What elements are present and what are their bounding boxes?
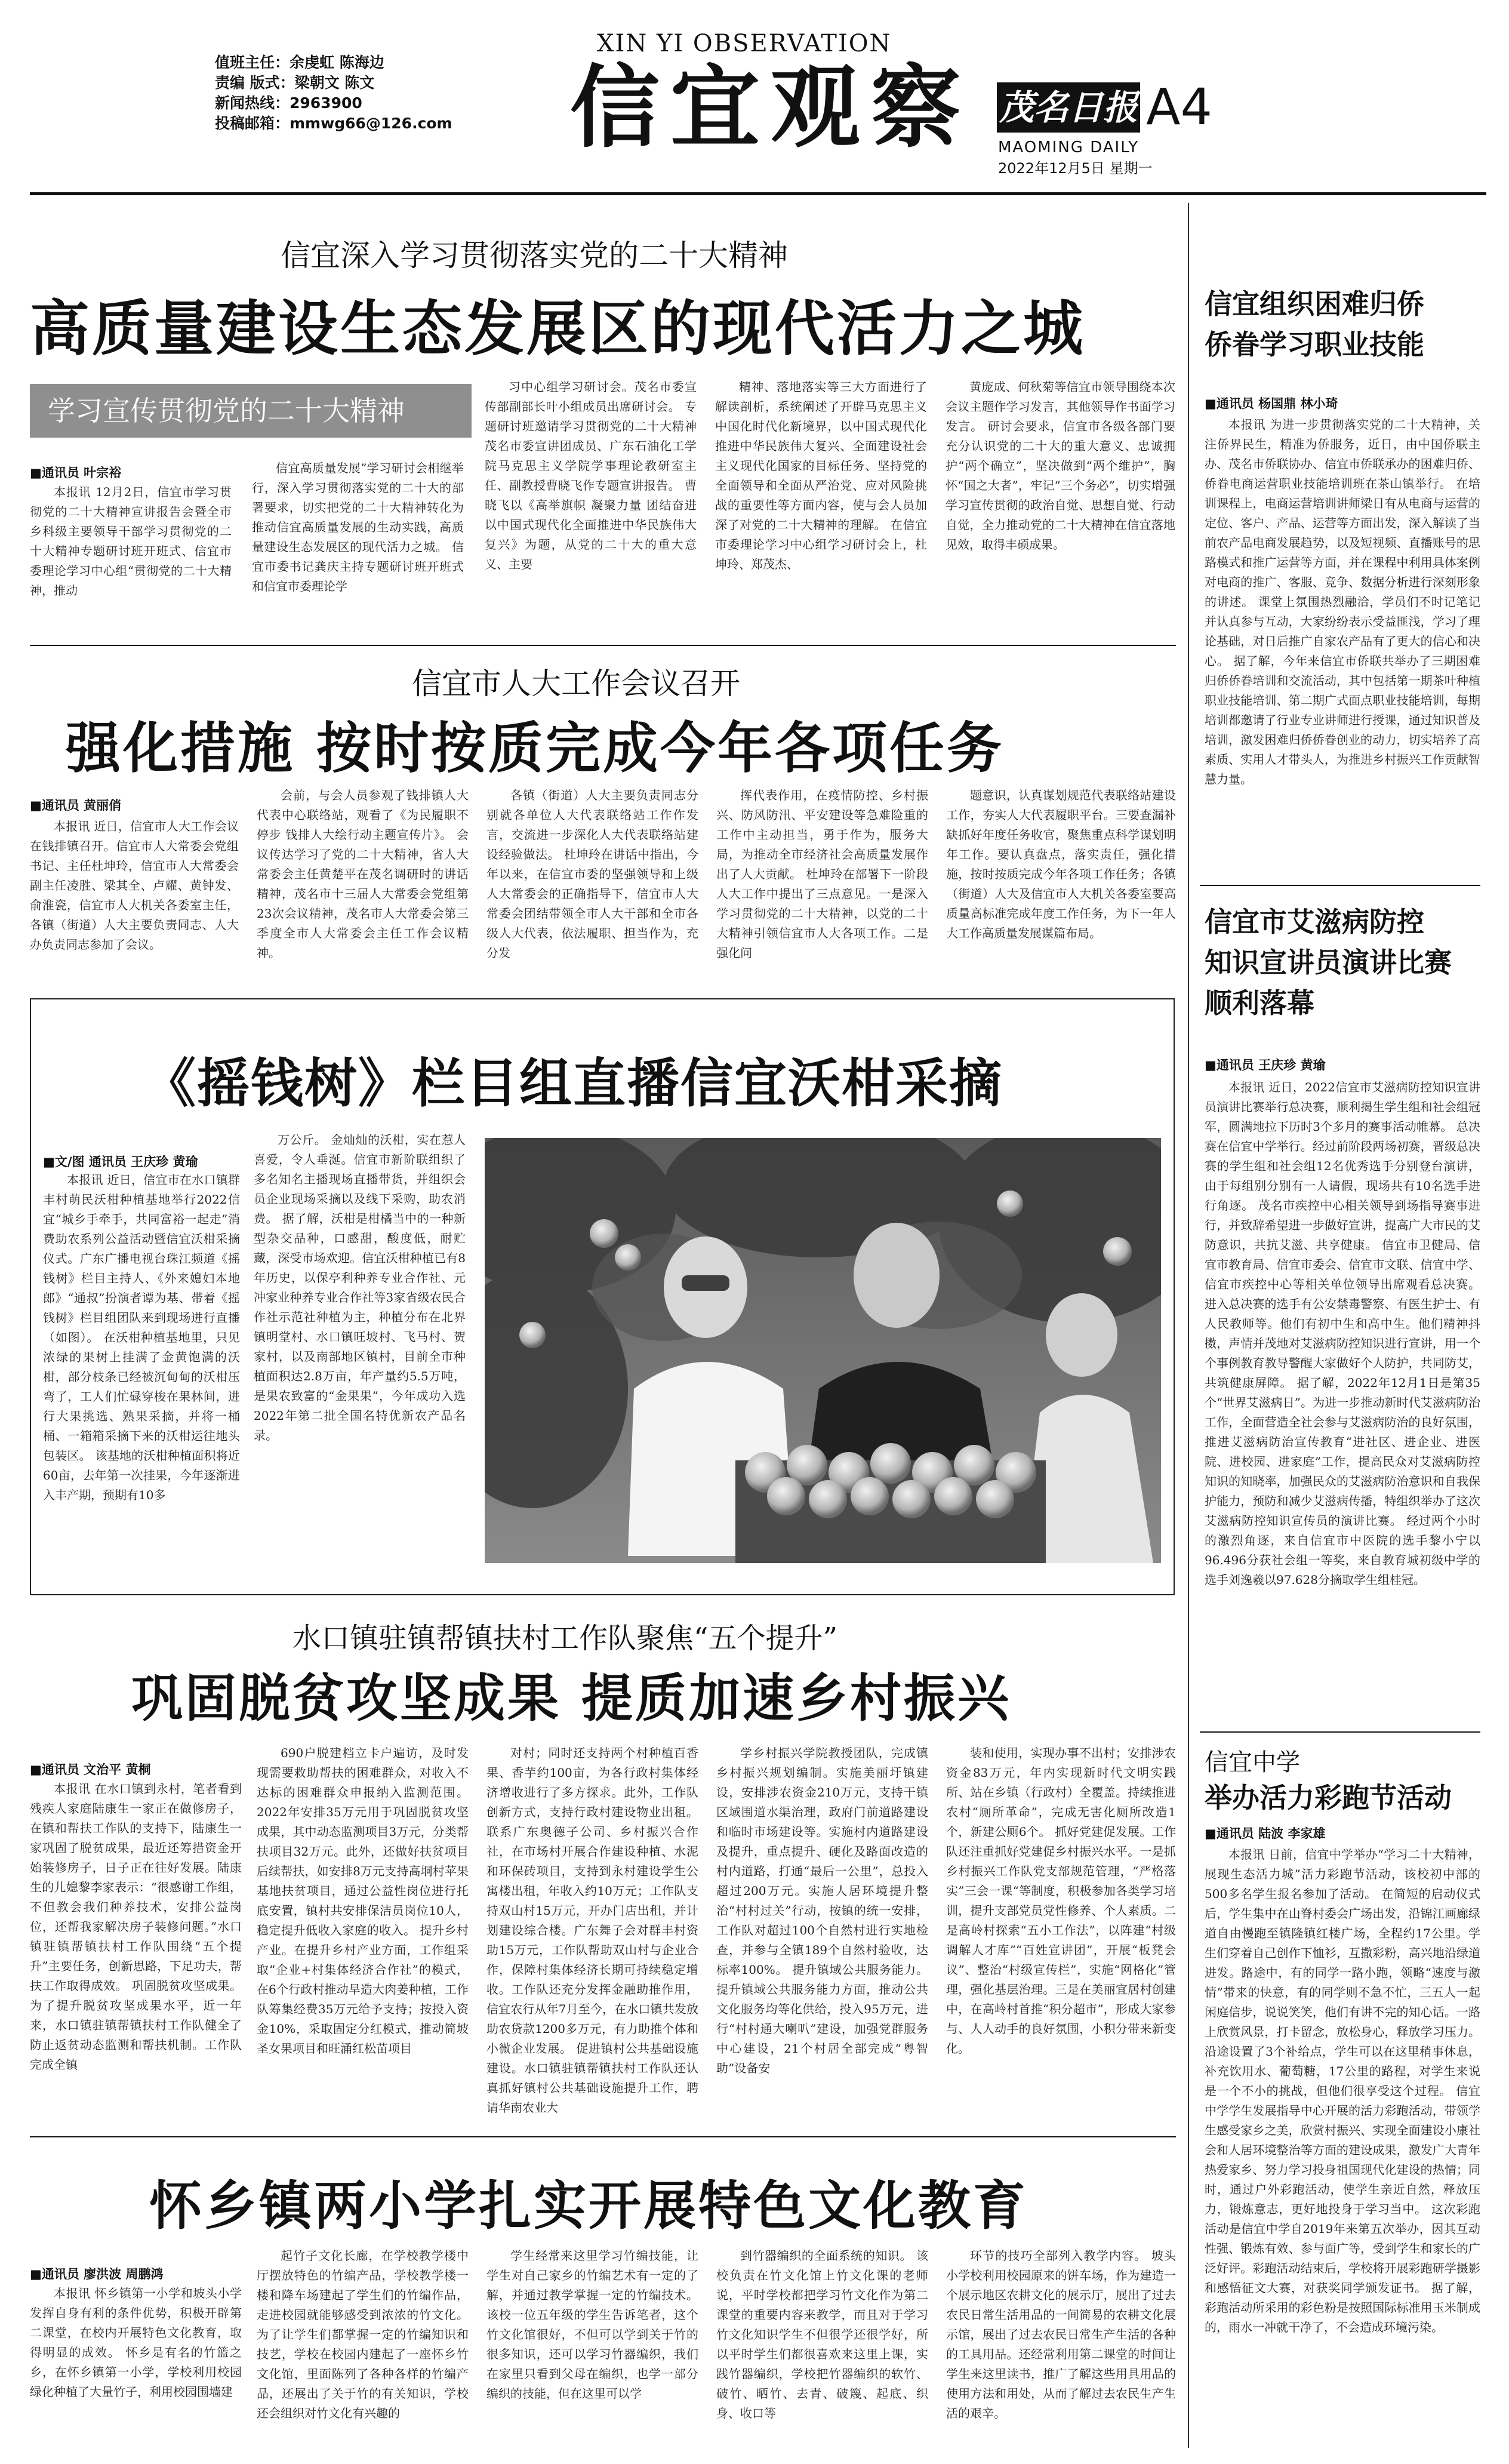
lead-text: 本报讯 12月2日，信宜市学习贯彻党的二十大精神宣讲报告会暨全市乡科级主要领导干部学习贯彻党的二十大精神专题研讨班开班式、信宜市委理论学习中心组“贯彻党的二十大精神，推动 xyxy=(30,485,232,598)
lead-text: 黄庞成、何秋菊等信宜市领导围绕本次会议主题作学习发言，其他领导作书面学习发言。 研讨会要求，信宜市各级各部门要充分认识党的二十大的重大意义、忠诚拥护“两个确立”，坚决做到“两个维护”，胸怀“国之大者”，牢记“三个务必”，切实增强学习宣传贯彻的政治自觉、思想自觉、行动自觉，全力推动党的二十大精神在信宜落地见效，取得丰硕成果。 xyxy=(946,380,1175,552)
story2-text: 挥代表作用，在疫情防控、乡村振兴、防风防汛、平安建设等急难险重的工作中主动担当，勇于作为，服务大局，为推动全市经济社会高质量发展作出了人大贡献。 杜坤玲在部署下一阶段人大工作中提出了三点意见。一是深入学习贯彻党的二十大精神，以党的二十大精神引领信宜市人大各项工作。二是强化问 xyxy=(716,788,928,960)
story5-text: 起竹子文化长廊，在学校教学楼中厅摆放特色的竹编产品，学校教学楼一楼和降车场建起了学生们的竹编作品，走进校园就能够感受到浓浓的竹文化。为了让学生们都掌握一定的竹编知识和技艺，学校在校园内建起了一座怀乡竹文化馆，里面陈列了各种各样的竹编产品，还展出了关于竹的有关知识，学校还会组织对竹文化有兴趣的 xyxy=(257,2248,469,2420)
story5-byline: ■通讯员 廖洪波 周鹏鸿 xyxy=(30,2267,164,2281)
story4-text: 装和使用，实现办事不出村；安排涉农资金83万元，年内实现新时代文明实践所、站在乡镇（行政村）全覆盖。持续推进农村“厕所革命”，完成无害化厕所改造1个，新建公厕6个。 抓好党建促发展。工作队还注重抓好党建促乡村振兴水平。一是抓乡村振兴工作队党支部规范管理，“严格落实”三会一课“等制度，积极参加各类学习培训，提升支部党员党性修养、个人素质。二是高岭村探索“五小工作法”，以阵建“村级调解人才库”“百姓宣讲团”，开展“板凳会议”、整治“村级宣传栏”，实施“网格化”管理，强化基层治理。三是在美丽宜居村创建中，在高岭村首推“积分超市”，形成大家参与、人人动手的良好氛围，小积分带来新变化。 xyxy=(946,1746,1176,2056)
lead-col-3 xyxy=(485,377,697,632)
story2-col-1 xyxy=(30,817,239,977)
sidebar2-headline-line: 顺利落幕 xyxy=(1205,987,1314,1019)
story5-text: 学生经常来这里学习竹编技能，让学生对自己家乡的竹编艺术有一定的了解，并通过教学掌握一定的竹编技术。 该校一位五年级的学生告诉笔者，这个竹文化馆很好，不但可以学到关于竹的很多知识，还可以学习竹器编织，我们在家里只看到父母在编织，也学一部分编织的技能，但在这里可以学 xyxy=(486,2248,698,2401)
story3-headline: 《摇钱树》栏目组直播信宜沃柑采摘 xyxy=(143,1053,1003,1114)
editor-line: 投稿邮箱：mmwg66@126.com xyxy=(215,115,452,132)
section-divider xyxy=(30,645,1176,646)
lead-col-5 xyxy=(946,377,1175,632)
paper-name: 茂名日报 xyxy=(999,87,1138,128)
story3-text: 本报讯 近日，信宜市在水口镇群丰村萌民沃柑种植基地举行2022信宜“城乡手牵手，共同富裕一起走”消费助农系列公益活动暨信宜沃柑采摘仪式。广东广播电视台珠江频道《摇钱树》栏目主持人、《外来媳妇本地郎》“通叔”扮演者谭为基、带着《摇钱树》栏目组团队来到现场进行直播（如图）。 在沃柑种植基地里，只见浓绿的果树上挂满了金黄饱满的沃柑，部分枝条已经被沉甸甸的沃柑压弯了，工人们忙碌穿梭在果林间，进行大果挑选、熟果采摘，并将一桶桶、一箱箱采摘下来的沃柑运往地头包装区。 该基地的沃柑种植面积将近60亩，去年第一次挂果，今年逐渐进入丰产期，预期有10多 xyxy=(43,1173,240,1502)
story5-text: 到竹器编织的全面系统的知识。 该校负责在竹文化馆上竹文化课的老师说，平时学校都把学习竹文化作为第二课堂的重要内容来教学，而且对于学习竹文化知识学生不但很学还很学好，所以平时学生们都很喜欢来这里上课，实践竹器编织，学校把竹器编织的软竹、破竹、晒竹、去青、破篾、起底、织身、收口等 xyxy=(716,2248,928,2420)
masthead-rule xyxy=(30,192,1486,195)
story4-text: 学乡村振兴学院教授团队，完成镇乡村振兴规划编制。实施美丽圩镇建设，安排涉农资金210万元，支持干镇区域围道水渠治理，政府门前道路建设和临时市场建设等。实施村内道路建设及提升，重点提升、硬化及路面改造的村内道路，打通“最后一公里”，总投入超过200万元。实施人居环境提升整治“村村过关”行动，按镇的统一安排，工作队对超过100个自然村进行实地检查，并参与全镇189个自然村验收，达标率100%。 提升镇域公共服务能力。提升镇域公共服务能力方面，推动公共文化服务均等化供给，投入95万元，进行“村村通大喇叭”建设，加强党群服务中心建设，21个村居全部完成“粤智助”设备安 xyxy=(716,1746,928,2075)
lead-banner xyxy=(30,384,472,438)
editor-line: 值班主任：余虔虹 陈海边 xyxy=(215,54,384,71)
story2-text: 会前，与会人员参观了钱排镇人大代表中心联络站，观看了《为民履职不停步 钱排人大绘行动主题宣传片》。 会议传达学习了党的二十大精神，省人大常委会主任黄楚平在茂名调研时的讲话精神，茂名市十三届人大常委会党组第23次会议精神，茂名市人大常委会第三季度全市人大常委会主任工作会议精神。 xyxy=(257,788,469,960)
sidebar-rule xyxy=(1200,885,1480,886)
news-photo xyxy=(485,1138,1161,1563)
story5-col-1 xyxy=(30,2284,242,2445)
sidebar2-headline-line: 信宜市艾滋病防控 xyxy=(1205,906,1424,938)
story4-text: 对村；同时还支持两个村种植百香果、香芋约100亩，为各行政村集体经济增收进行了多方探求。此外，工作队创新方式，支持行政村建设物业出租。联系广东奥德子公司、乡村振兴合作社，在市场村开展合作建设种植、水泥和环保砖项目，支持到永村建设学生公寓楼出租，年收入约10万元；工作队支持双山村15万元，开办门店出租，并计划建设综合楼。广东舞子会对群丰村资助15万元，工作队帮助双山村与企业合作，保障村集体经济长期可持续稳定增收。工作队还充分发挥金融助推作用，信宜农行从年7月至今，在水口镇共发放助农贷款1200多万元，有力助推个体和小微企业发展。 促进镇村公共基础设施建设。水口镇驻镇帮镇扶村工作队还认真抓好镇村公共基础设施提升工作，聘请华南农业大 xyxy=(486,1746,698,2115)
story2-byline: ■通讯员 黄丽俏 xyxy=(30,798,122,813)
lead-text: 习中心组学习研讨会。茂名市委宣传部副部长叶小组成员出席研讨会。 专题研讨班邀请学习贯彻党的二十大精神茂名市委宣讲团成员、广东石油化工学院马克思主义学院学事理论教研室主任、副教授曹晓飞作专题宣讲报告。 曹晓飞以《高举旗帜 凝聚力量 团结奋进 以中国式现代化全面推进中华民族伟大复兴》为题，从党的二十大的重大意义、主要 xyxy=(485,380,697,571)
sidebar2-text: 本报讯 近日，2022信宜市艾滋病防控知识宣讲员演讲比赛举行总决赛，顺利揭生学生组和社会组冠军，圆满地拉下历时3个多月的赛事活动帷幕。 总决赛在信宜中学举行。经过前阶段两场初赛，晋级总决赛的学生组和社会组12名优秀选手分别登台演讲，由于每组别分别有一人请假，现场共有10名选手进行角逐。 茂名市疾控中心相关领导到场指导赛事进行，并致辞希望进一步做好宣讲，提高广大市民的艾防意识，共抗艾滋、共享健康。 信宜市卫健局、信宜市教育局、信宜市委会、信宜市文联、信宜中学、信宜市疾控中心等相关单位领导出席观看总决赛。 进入总决赛的选手有公安禁毒警察、有医生护士、有人民教师等。他们有初中生和高中生。他们精神抖擞，声情并茂地对艾滋病防控知识进行宣讲，用一个个事例教育教导警醒大家做好个人防护，共同防艾，共筑健康屏障。 据了解，2022年12月1日是第35个“世界艾滋病日”。为进一步推动新时代艾滋病防治工作，全面营造全社会参与艾滋病防治的良好氛围，推进艾滋病防治宣传教育“进社区、进企业、进医院、进校园、进家庭”工作，提高民众对艾滋病防控知识的知晓率，加强民众的艾滋病防治意识和自我保护能力，预防和减少艾滋病传播，特组织举办了这次艾滋病防控知识宣传员的演讲比赛。 经过两个小时的激烈角逐，来自信宜市中医院的选手黎小宁以96.496分获社会组一等奖，来自教育城初级中学的选手刘逸羲以97.628分摘取学生组桂冠。 xyxy=(1205,1080,1480,1587)
story2-col-5 xyxy=(946,786,1176,977)
story4-col-4 xyxy=(716,1743,928,2124)
section-divider xyxy=(30,2136,1176,2137)
story5-col-3 xyxy=(486,2246,698,2445)
story3-col-1 xyxy=(43,1170,240,1564)
sidebar1-headline-line: 侨眷学习职业技能 xyxy=(1205,328,1424,361)
story4-col-1 xyxy=(30,1779,242,2124)
story4-byline: ■通讯员 文治平 黄桐 xyxy=(30,1762,151,1777)
lead-col-1 xyxy=(30,482,232,632)
sidebar3-text: 本报讯 日前，信宜中学举办“学习二十大精神，展现生态活力城”活力彩跑节活动，该校初中部的500多名学生报名参加了活动。 在简短的启动仪式后，学生集中在山脊村委会广场出发，沿锦江画廊绿道自由慢跑至镇隆镇红楼广场，全程约17公里。学生们穿着自己创作下恤衫，互撒彩粉，高兴地沿绿道进发。路途中，有的同学一路小跑，领略“速度与激情”带来的快意，有的同学则不急不忙，三五人一起闲庭信步，说说笑笑，他们有讲不完的知心话。一路上欣赏风景，打卡留念，放松身心，释放学习压力。沿途设置了3个补给点，学生可以在这里稍事休息，补充饮用水、葡萄糖，17公里的路程，对学生来说是一个不小的挑战，但他们很享受这个过程。 信宜中学学生发展指导中心开展的活力彩跑活动，带领学生感受家乡之美，欣赏村振兴、实现全面建设小康社会和人居环境整治等方面的建设成果，激发广大青年热爱家乡、努力学习投身祖国现代化建设的热情；同时，通过户外彩跑活动，使学生亲近自然，释放压力，锻炼意志，更好地投身于学习当中。 这次彩跑活动是信宜中学自2019年来第五次举办，因其互动性强、锻炼有效、参与面广等，受到学生和家长的广泛好评。彩跑活动结束后，学校将开展彩跑研学摄影和感悟征文大赛，对获奖同学颁发证书。 据了解，彩跑活动所采用的彩色粉是按照国际标准用玉米制成的，雨水一冲就干净了，不会造成环境污染。 xyxy=(1205,1847,1480,2334)
editor-info xyxy=(215,53,454,134)
story4-col-5 xyxy=(946,1743,1176,2124)
sidebar3-byline: ■通讯员 陆波 李家雄 xyxy=(1205,1826,1326,1841)
lead-col-4 xyxy=(715,377,927,632)
section-title: 信宜观察 xyxy=(570,55,972,160)
story4-col-2 xyxy=(257,1743,469,2124)
story2-col-2 xyxy=(257,786,469,977)
sidebar-divider xyxy=(1188,203,1189,2448)
editor-line: 新闻热线：2963900 xyxy=(215,94,362,112)
sidebar2-headline xyxy=(1205,902,1452,1023)
story3-col-2 xyxy=(254,1130,466,1564)
story4-text: 本报讯 在水口镇到永村，笔者看到残疾人家庭陆康生一家正在做修房子，在镇和帮扶工作队的支持下，陆康生一家巩固了脱贫成果，最近还筹措资金开始装修房子，日子正在往好发展。陆康生的儿媳黎李家表示：“很感谢工作组，不但教会我们种养技术，安排公益岗位，还帮我家解决房子装修问题。”水口镇驻镇帮镇扶村工作队围绕“五个提升”主要任务，创新思路，下足功夫，帮扶工作取得成效。 巩固脱贫攻坚成果。为了提升脱贫攻坚成果水平，近一年来，水口镇驻镇帮镇扶村工作队健全了防止返贫动态监测和帮扶机制。工作队完成全镇 xyxy=(30,1782,242,2072)
paper-logo xyxy=(997,82,1140,133)
lead-banner-text: 学习宣传贯彻党的二十大精神 xyxy=(48,395,405,427)
story4-col-3 xyxy=(486,1743,698,2124)
story2-text: 题意识，认真谋划规范代表联络站建设工作，夯实人大代表履职平台。三要查漏补缺抓好年度任务收官，聚焦重点科学谋划明年工作。要认真盘点，落实责任，强化措施，按时按质完成今年各项工作任务；各镇（街道）人大及信宜市人大机关各委室要高质量高标准完成年度工作任务，为下一年人大工作高质量发展谋篇布局。 xyxy=(946,788,1176,940)
sidebar1-text: 本报讯 为进一步贯彻落实党的二十大精神，关注侨界民生，精准为侨服务，近日，由中国侨联主办、茂名市侨联协办、信宜市侨联承办的困难归侨、侨眷电商运营职业技能培训班在茶山镇举行。 在培训课程上，电商运营培训讲师梁日有从电商与运营的定位、客户、产品、运营等方面出发，深入解读了当前农产品电商发展趋势，以及短视频、直播账号的思路模式和推广运营等方面，并在课程中利用具体案例对电商的推广、客服、竞争、数据分析进行深刻形象的讲述。 课堂上氛围热烈融洽，学员们不时记笔记并认真参与互动，大家纷纷表示受益匪浅，学习了理论基础，对日后推广自家农产品有了更大的信心和决心。 据了解，今年来信宜市侨联共举办了三期困难归侨侨眷培训和交流活动，其中包括第一期茶叶种植职业技能培训、第二期广式面点职业技能培训，每期培训都邀请了行业专业讲师进行授课，通过知识普及培训，激发困难归侨侨眷创业的动力，切实培养了高素质、实用人才带头人，为推进乡村振兴工作贡献智慧力量。 xyxy=(1205,417,1480,786)
story2-col-4 xyxy=(716,786,928,977)
story5-headline: 怀乡镇两小学扎实开展特色文化教育 xyxy=(149,2175,1028,2237)
sidebar2-headline-line: 知识宣讲员演讲比赛 xyxy=(1205,946,1452,979)
story5-col-2 xyxy=(257,2246,469,2445)
lead-kicker: 信宜深入学习贯彻落实党的二十大精神 xyxy=(281,238,788,273)
masthead xyxy=(0,0,1509,177)
lead-byline: ■通讯员 叶宗裕 xyxy=(30,466,122,480)
story2-col-3 xyxy=(486,786,698,977)
section-english-title: XIN YI OBSERVATION xyxy=(597,30,892,57)
paper-english-name: MAOMING DAILY xyxy=(998,139,1140,156)
sidebar-rule xyxy=(1200,1731,1480,1733)
sidebar1-text-block xyxy=(1205,415,1480,869)
issue-date: 2022年12月5日 星期一 xyxy=(998,160,1153,177)
story2-text: 各镇（街道）人大主要负责同志分别就各单位人大代表联络站工作作发言，交流进一步深化人大代表联络站建设经验做法。 杜坤玲在讲话中指出，今年以来，在信宜市委的坚强领导和上级人大常委会的正确指导下，信宜市人大常委会团结带领全市人大干部和全市各级人大代表，依法履职、担当作为，充分发 xyxy=(486,788,698,960)
story4-headline: 巩固脱贫攻坚成果 提质加速乡村振兴 xyxy=(131,1669,1011,1728)
sidebar3-kicker: 信宜中学 xyxy=(1205,1749,1300,1776)
sidebar1-byline: ■通讯员 杨国鼎 林小琦 xyxy=(1205,396,1338,411)
lead-text: 信宜高质量发展”学习研讨会相继举行，深入学习贯彻落实党的二十大的部署要求，切实把党的二十大精神转化为推动信宜高质量发展的生动实践，高质量建设生态发展区的现代活力之城。 信宜市委书记龚庆主持专题研讨班开班式和信宜市委理论学 xyxy=(252,461,464,593)
story4-kicker: 水口镇驻镇帮镇扶村工作队聚焦“五个提升” xyxy=(292,1622,838,1655)
lead-headline: 高质量建设生态发展区的现代活力之城 xyxy=(30,294,1085,364)
lead-text: 精神、落地落实等三大方面进行了解读剖析，系统阐述了开辟马克思主义中国化时代化新境界，以中国式现代化推进中华民族伟大复兴、全面建设社会主义现代化国家的目标任务、坚持党的全面领导和全面从严治党、应对风险挑战的重要性等方面内容，使与会人员加深了对党的二十大精神的理解。 在信宜市委理论学习中心组学习研讨会上，杜坤玲、郑茂杰、 xyxy=(715,380,927,571)
story3-text: 万公斤。 金灿灿的沃柑，实在惹人喜爱，令人垂涎。信宜市新阶联组织了多名知名主播现场直播带货，并组织会员企业现场采摘以及线下采购，助农消费。 据了解，沃柑是柑橘当中的一种新型杂交品种，口感甜，酸度低，耐贮藏，深受市场欢迎。信宜沃柑种植已有8年历史，以保亭利种养专业合作社、元冲家业种养专业合作社等3家省级农民合作社示范社种植为主，种植分布在北界镇明堂村、水口镇旺坡村、飞马村、贺家村，以及南部地区镇村，目前全市种植面积达2.8万亩，年产量约5.5万吨，是果农致富的“金果果”，今年成功入选2022年第二批全国名特优新农产品名录。 xyxy=(254,1133,466,1442)
story2-text: 本报讯 近日，信宜市人大工作会议在钱排镇召开。信宜市人大常委会党组书记、主任杜坤玲，信宜市人大常委会副主任凌胜、梁其全、卢耀、黄钟发、俞淮瓷，信宜市人大机关各委室主任，各镇（街道）人大主要负责同志、人大办负责同志参加了会议。 xyxy=(30,819,239,952)
sidebar2-text-block xyxy=(1205,1078,1480,1725)
story3-byline: ■文/图 通讯员 王庆珍 黄瑜 xyxy=(43,1155,198,1169)
sidebar2-byline: ■通讯员 王庆珍 黄瑜 xyxy=(1205,1058,1326,1072)
story2-kicker: 信宜市人大工作会议召开 xyxy=(412,666,740,701)
sidebar1-headline-line: 信宜组织困难归侨 xyxy=(1205,288,1424,320)
story5-text: 环节的技巧全部列入教学内容。 坡头小学校利用校园原来的饼车场，作为建造一个展示地区农耕文化的展示厅，展出了过去农民日常生活用品的一间简易的农耕文化展示馆，展出了过去农民日常生产生活的各种的工具用品。还经常利用第二课堂的时间让学生来这里读书，推广了解这些用具用品的使用方法和用处，从而了解过去农民生产生活的艰辛。 xyxy=(946,2248,1176,2420)
sidebar3-text-block xyxy=(1205,1845,1480,2445)
lead-col-2 xyxy=(252,459,464,632)
story5-col-4 xyxy=(716,2246,928,2445)
page-number: A4 xyxy=(1146,78,1212,136)
story5-col-5 xyxy=(946,2246,1176,2445)
photo-illustration xyxy=(485,1138,1161,1563)
editor-line: 责编 版式：梁朝文 陈文 xyxy=(215,74,375,91)
story2-headline: 强化措施 按时按质完成今年各项任务 xyxy=(66,716,1005,780)
story5-text: 本报讯 怀乡镇第一小学和坡头小学发挥自身有利的条件优势，积极开辟第二课堂，在校内开展特色文化教育，取得明显的成效。 怀乡是有名的竹篮之乡，在怀乡镇第一小学，学校利用校园绿化种植了大量竹子，利用校园围墙建 xyxy=(30,2286,242,2399)
sidebar1-headline xyxy=(1205,284,1424,365)
sidebar3-headline: 举办活力彩跑节活动 xyxy=(1205,1782,1452,1814)
story4-text: 690户脱建档立卡户遍访，及时发现需要救助帮扶的困难群众，对收入不达标的困难群众申报纳入监测范围。2022年安排35万元用于巩固脱贫攻坚成果，其中动态监测项目3万元，分类帮扶项目32万元。此外，还做好扶贫项目后续帮扶，如安排8万元支持高垌村苹果基地扶贫项目，通过公益性岗位进行托底安置，镇村共安排保洁员岗位10人，稳定提升低收入家庭的收入。 提升乡村产业。在提升乡村产业方面，工作组采取“企业+村集体经济合作社”的模式，在6个行政村推动旱造大肉姜种植，工作队筹集经费35万元给予支持；按投入资金10%，采取固定分红模式，推动简坡圣女果项目和旺涌红松苗项目 xyxy=(257,1746,469,2056)
